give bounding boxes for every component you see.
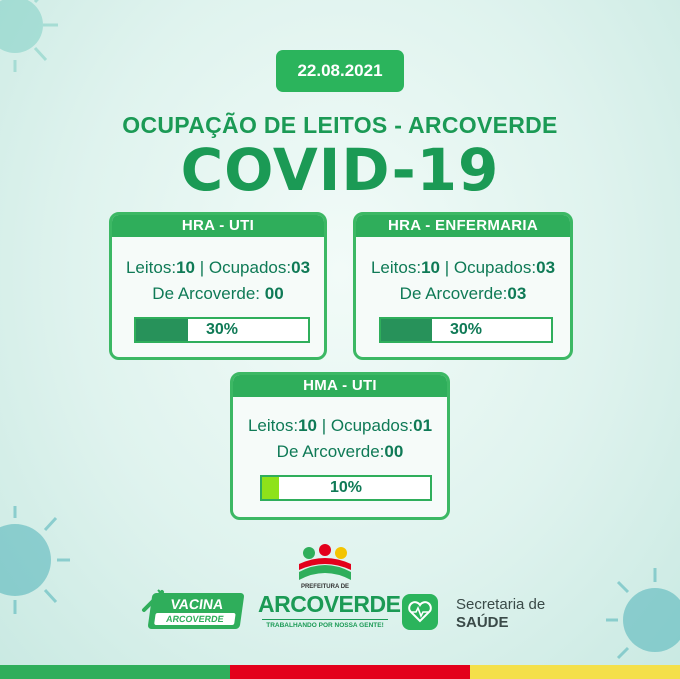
card-hma-uti — [230, 372, 450, 520]
occupancy-bar — [260, 475, 432, 501]
secretaria-label: Secretaria de — [456, 596, 546, 613]
city-logo-text: ARCOVERDE — [258, 591, 401, 617]
saude-label: SAÚDE — [456, 614, 509, 631]
card-title: HMA - UTI — [233, 375, 447, 397]
heart-monitor-icon — [402, 594, 438, 630]
from-city-line: De Arcoverde:03 — [399, 284, 527, 303]
card-title: HRA - UTI — [112, 215, 324, 237]
occupancy-bar — [379, 317, 553, 343]
virus-bottom-right-icon — [600, 560, 680, 670]
occupancy-percent: 30% — [205, 321, 239, 338]
prefeitura-label: PREFEITURA DE — [300, 584, 350, 590]
occupancy-bar — [134, 317, 310, 343]
strip-red — [230, 665, 470, 679]
strip-yellow — [470, 665, 680, 679]
strip-green — [0, 665, 230, 679]
footer-color-strip — [0, 665, 680, 679]
beds-line: Leitos:10 | Ocupados:03 — [125, 258, 311, 277]
occupancy-percent: 10% — [329, 479, 363, 496]
page-title: COVID-19 — [180, 136, 500, 204]
vacina-arcoverde-logo: VACINA ARCOVERDE — [147, 593, 244, 629]
arcoverde-emblem-icon — [295, 544, 355, 586]
beds-line: Leitos:10 | Ocupados:01 — [247, 416, 433, 435]
page-subtitle: OCUPAÇÃO DE LEITOS - ARCOVERDE — [122, 112, 558, 138]
city-slogan: TRABALHANDO POR NOSSA GENTE! — [262, 619, 388, 629]
virus-top-left-icon — [0, 0, 70, 80]
beds-line: Leitos:10 | Ocupados:03 — [370, 258, 556, 277]
from-city-line: De Arcoverde:00 — [276, 442, 404, 461]
card-title: HRA - ENFERMARIA — [356, 215, 570, 237]
from-city-line: De Arcoverde: 00 — [152, 284, 284, 303]
date-badge: 22.08.2021 — [276, 50, 404, 92]
occupancy-percent: 30% — [449, 321, 483, 338]
virus-bottom-left-icon — [0, 500, 80, 620]
card-hra-enfermaria — [353, 212, 573, 360]
card-hra-uti — [109, 212, 327, 360]
